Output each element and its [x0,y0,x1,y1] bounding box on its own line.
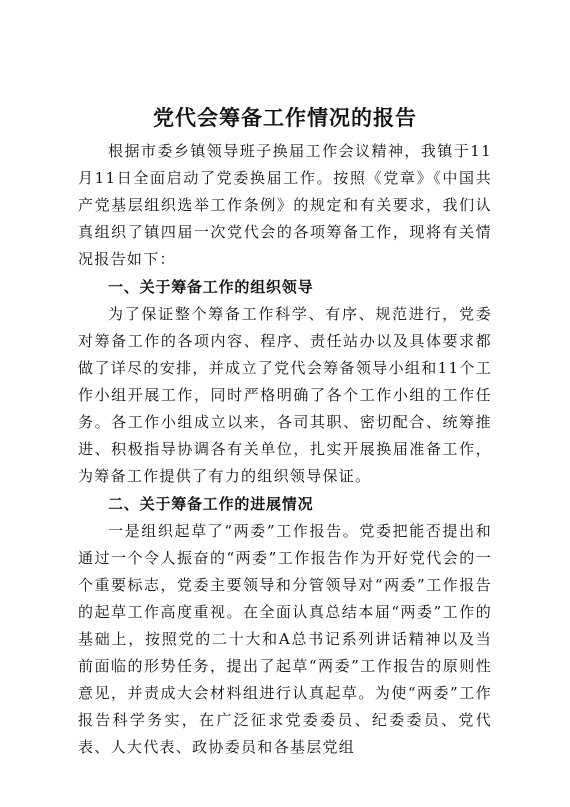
document-title: 党代会筹备工作情况的报告 [153,106,417,130]
section-heading-1: 一、关于筹备工作的组织领导 [108,278,314,296]
section-heading-2: 二、关于筹备工作的进展情况 [108,495,314,513]
section-2-paragraph: 一是组织起草了“两委”工作报告。党委把能否提出和通过一个令人振奋的“两委”工作报告作为开好党代会的一个重要标志，党委主要领导和分管领导对“两委”工作报告的起草工作高度重视。在全面认真总结本届“两委”工作的基础上，按照党的二十大和A总书记系列讲话精神以及当前面临的形势任务，提出了起草“两委”工作报告的原则性意见，并责成大会材料组进行认真起草。为使“两委”工作报告科学务实，在广泛征求党委委员、纪委委员、党代表、人大代表、政协委员和各基层党组 [78,522,492,756]
intro-paragraph: 根据市委乡镇领导班子换届工作会议精神，我镇于11月11日全面启动了党委换届工作。按照《党章》《中国共产党基层组织选举工作条例》的规定和有关要求，我们认真组织了镇四届一次党代会的各项筹备工作，现将有关情况报告如下： [78,142,492,268]
section-1-paragraph: 为了保证整个筹备工作科学、有序、规范进行，党委对筹备工作的各项内容、程序、责任站办以及具体要求都做了详尽的安排，并成立了党代会筹备领导小组和11个工作小组开展工作，同时严格明确了各个工作小组的工作任务。各工作小组成立以来，各司其职、密切配合、统筹推进、积极指导协调各有关单位，扎实开展换届准备工作，为筹备工作提供了有力的组织领导保证。 [78,305,492,485]
